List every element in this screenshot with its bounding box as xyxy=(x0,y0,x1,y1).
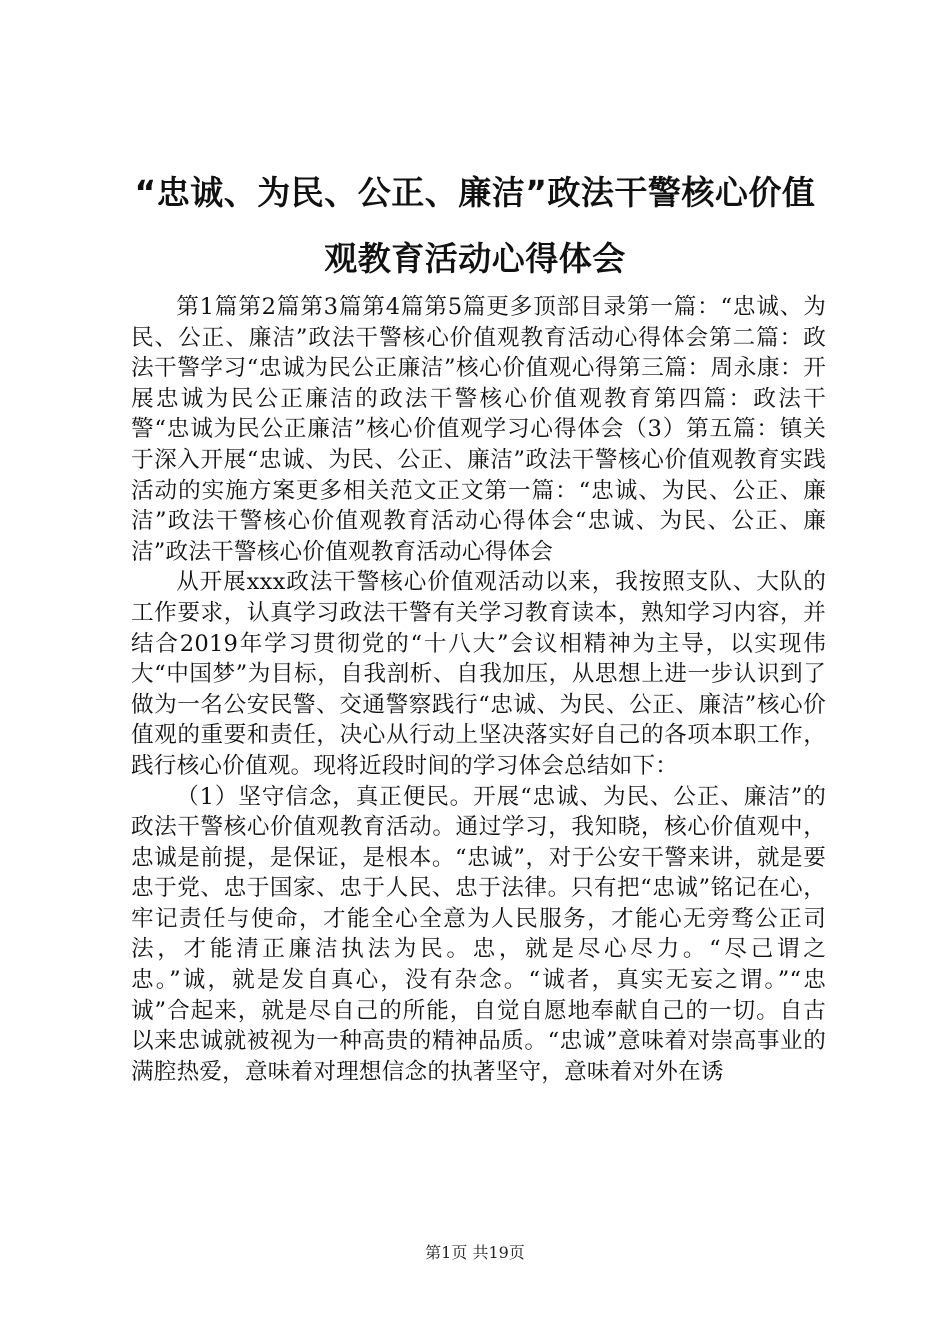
intro-paragraph: 从开展xxx政法干警核心价值观活动以来，我按照支队、大队的工作要求，认真学习政法干警有关学习教育读本，熟知学习内容，并结合2019年学习贯彻党的“十八大”会议相精神为主导，以实现伟大“中国梦”为目标，自我剖析、自我加压，从思想上进一步认识到了做为一名公安民警、交通警察践行“忠诚、为民、公正、廉洁”核心价值观的重要和责任，决心从行动上坚决落实好自己的各项本职工作，践行核心价值观。现将近段时间的学习体会总结如下： xyxy=(131,569,826,779)
table-of-contents-paragraph: 第1篇第2篇第3篇第4篇第5篇更多顶部目录第一篇：“忠诚、为民、公正、廉洁”政法干警核心价值观教育活动心得体会第二篇：政法干警学习“忠诚为民公正廉洁”核心价值观心得第三篇：周永康：开展忠诚为民公正廉洁的政法干警核心价值观教育第四篇：政法干警“忠诚为民公正廉洁”核心价值观学习心得体会（3）第五篇：镇关于深入开展“忠诚、为民、公正、廉洁”政法干警核心价值观教育实践活动的实施方案更多相关范文正文第一篇：“忠诚、为民、公正、廉洁”政法干警核心价值观教育活动心得体会“忠诚、为民、公正、廉洁”政法干警核心价值观教育活动心得体会 xyxy=(131,294,826,565)
document-body xyxy=(131,292,826,1087)
section-one-paragraph: （1）坚守信念，真正便民。开展“忠诚、为民、公正、廉洁”的政法干警核心价值观教育活动。通过学习，我知晓，核心价值观中，忠诚是前提，是保证，是根本。“忠诚”，对于公安干警来讲，就是要忠于党、忠于国家、忠于人民、忠于法律。只有把“忠诚”铭记在心，牢记责任与使命，才能全心全意为人民服务，才能心无旁骛公正司法，才能清正廉洁执法为民。忠，就是尽心尽力。“尽己谓之忠。”诚，就是发自真心，没有杂念。“诚者，真实无妄之谓。”“忠诚”合起来，就是尽自己的所能，自觉自愿地奉献自己的一切。自古以来忠诚就被视为一种高贵的精神品质。“忠诚”意味着对崇高事业的满腔热爱，意味着对理想信念的执著坚守，意味着对外在诱 xyxy=(131,783,826,1085)
document-title: “忠诚、为民、公正、廉洁”政法干警核心价值观教育活动心得体会 xyxy=(134,173,816,278)
page-number-footer: 第1页 共19页 xyxy=(425,1243,525,1262)
